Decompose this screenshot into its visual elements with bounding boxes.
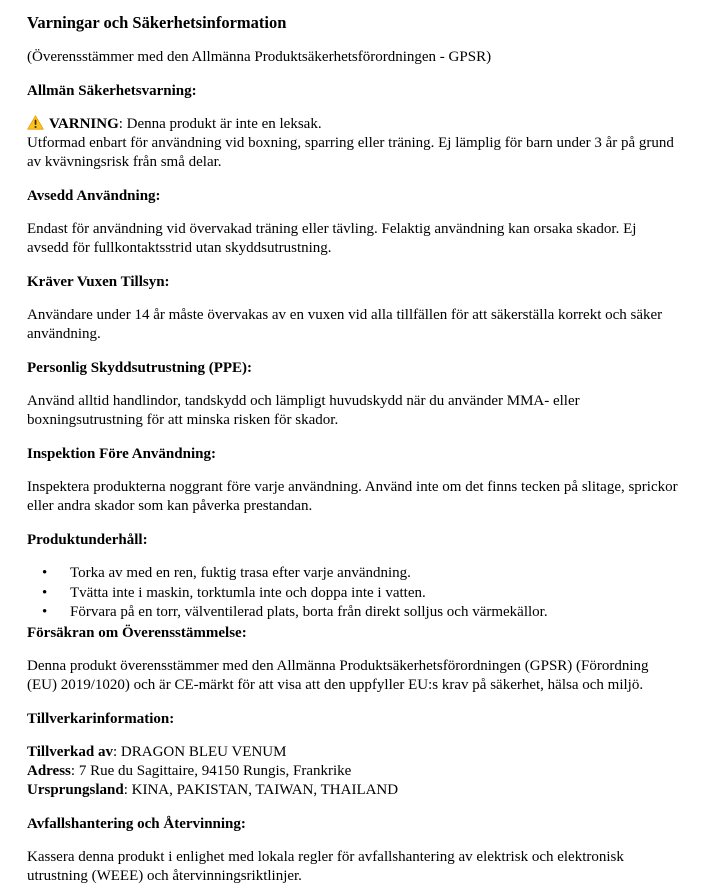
section-heading-ppe: Personlig Skyddsutrustning (PPE): xyxy=(27,360,253,376)
intended-use-body: Endast för användning vid övervakad träning eller tävling. Felaktig användning kan orsaka skador. Ej avsedd för fullkontaktsstrid utan skyddsutrustning. xyxy=(27,221,637,256)
section-heading-general-warning: Allmän Säkerhetsvarning: xyxy=(27,83,197,99)
manufacturer-row-label: Tillverkad av xyxy=(27,743,113,760)
manufacturer-row xyxy=(27,781,679,800)
manufacturer-row-value: : KINA, PAKISTAN, TAIWAN, THAILAND xyxy=(123,781,399,798)
document-subtitle: (Överensstämmer med den Allmänna Produktsäkerhetsförordningen - GPSR) xyxy=(27,49,492,65)
general-warning-block xyxy=(27,115,679,172)
inspection-body: Inspektera produkterna noggrant före varje användning. Använd inte om det finns tecken på slitage, sprickor eller andra skador som kan påverka prestandan. xyxy=(27,479,678,514)
manufacturer-row xyxy=(27,762,679,781)
warning-triangle-icon xyxy=(27,115,44,130)
adult-supervision-body: Användare under 14 år måste övervakas av en vuxen vid alla tillfällen för att säkerställa korrekt och säker användning. xyxy=(27,307,663,342)
section-heading-manufacturer: Tillverkarinformation: xyxy=(27,710,175,727)
manufacturer-row-value: : DRAGON BLEU VENUM xyxy=(113,743,287,760)
manufacturer-row-label: Ursprungsland xyxy=(27,781,124,798)
maintenance-bullet-list xyxy=(27,564,679,623)
manufacturer-row-value: : 7 Rue du Sagittaire, 94150 Rungis, Frankrike xyxy=(70,762,352,779)
conformity-body: Denna produkt överensstämmer med den Allmänna Produktsäkerhetsförordningen (GPSR) (Förordning (EU) 2019/1020) och är CE-märkt för att visa att den uppfyller EU:s krav på säkerhet, hälsa och miljö. xyxy=(27,657,649,693)
recycling-body: Kassera denna produkt i enlighet med lokala regler för avfallshantering av elektrisk och elektronisk utrustning (WEEE) och återvinningsriktlinjer. xyxy=(27,848,624,884)
ppe-body: Använd alltid handlindor, tandskydd och lämpligt huvudskydd när du använder MMA- eller boxningsutrustning för att minska risken för skador. xyxy=(27,393,580,428)
section-heading-intended-use: Avsedd Användning: xyxy=(27,188,161,204)
manufacturer-info-block xyxy=(27,743,679,800)
list-item: • Tvätta inte i maskin, torktumla inte och doppa inte i vatten. xyxy=(27,584,679,604)
section-heading-adult-supervision: Kräver Vuxen Tillsyn: xyxy=(27,274,170,290)
section-heading-maintenance: Produktunderhåll: xyxy=(27,532,148,548)
section-heading-inspection: Inspektion Före Användning: xyxy=(27,446,216,462)
general-warning-body: Utformad enbart för användning vid boxning, sparring eller träning. Ej lämplig för barn under 3 år på grund av kvävningsrisk från små delar. xyxy=(27,135,674,170)
list-item: • Torka av med en ren, fuktig trasa efter varje användning. xyxy=(27,564,679,584)
list-item: • Förvara på en torr, välventilerad plats, borta från direkt solljus och värmekällor. xyxy=(27,603,679,623)
page-title: Varningar och Säkerhetsinformation xyxy=(27,13,287,32)
warning-text: : Denna produkt är inte en leksak. xyxy=(118,116,322,132)
manufacturer-row xyxy=(27,743,679,762)
warning-label: VARNING xyxy=(49,116,119,132)
manufacturer-row-label: Adress xyxy=(27,762,71,779)
section-heading-recycling: Avfallshantering och Återvinning: xyxy=(27,815,246,832)
section-heading-conformity: Försäkran om Överensstämmelse: xyxy=(27,624,247,641)
warning-line xyxy=(27,115,679,134)
